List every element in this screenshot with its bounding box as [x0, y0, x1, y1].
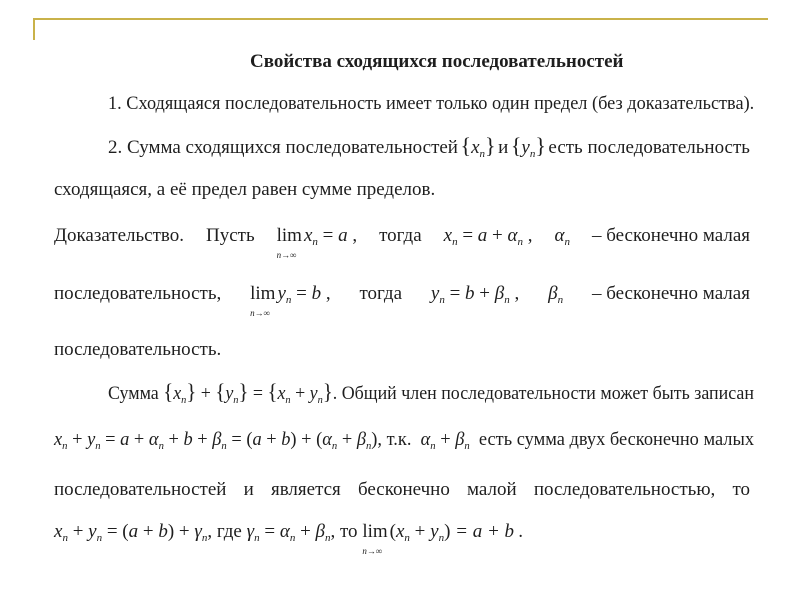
proof-line-3: последовательность. [54, 339, 222, 360]
page-title: Свойства сходящихся последовательностей [250, 51, 624, 72]
formula-beta-n: $\beta_n$ [548, 283, 564, 306]
formula-xn-expansion: $x_n = a + \alpha_n$ , [443, 225, 533, 248]
proof-line-2 [54, 282, 750, 318]
sum-formula-line [54, 428, 754, 458]
proof-label: Доказательство. [54, 225, 184, 246]
formula-alpha-plus-beta: $\alpha_n + \beta_n$ [420, 429, 470, 452]
tk-word: , т.к. [377, 429, 412, 450]
proof-then-2: тогда [359, 283, 402, 304]
slide-border-left [33, 18, 35, 40]
formula-alpha-n: $\alpha_n$ [554, 225, 570, 248]
formula-lim-yn: lim n→∞ $y_n = b$ , [250, 283, 331, 318]
proof-line-1 [54, 224, 750, 260]
proof-then-1: тогда [379, 225, 422, 246]
property-1: 1. Сходящаяся последовательность имеет только один предел (без доказательства). [108, 93, 755, 114]
sum-word: Сумма [108, 383, 159, 404]
property-2-line-1 [108, 134, 750, 166]
sum-of-two-text: есть сумма двух бесконечно малых [478, 429, 755, 450]
word-3: является [270, 479, 341, 500]
formula-xn-set: $\{x_n\}$ [460, 133, 496, 160]
formula-yn-expansion: $y_n = b + \beta_n$ , [430, 283, 520, 306]
property-2-text-a: 2. Сумма сходящихся последовательностей [108, 137, 458, 158]
formula-yn-set: $\{y_n\}$ [510, 133, 546, 160]
property-2-and: и [498, 137, 509, 158]
formula-final-lim: lim n→∞ $(x_n + y_n)$ [362, 521, 451, 556]
slide-border-top [33, 18, 768, 20]
word-4: бесконечно [357, 479, 450, 500]
proof-infinitesimal-1: – бесконечно малая [591, 225, 750, 246]
property-2-text-b: есть последовательность [548, 137, 750, 158]
formula-general-term: $x_n + y_n = a + \alpha_n + b + \beta_n = (a + b) + (\alpha_n + \beta_n)$ [54, 429, 378, 452]
formula-xn-plus-yn: $x_n + y_n = (a + b) + \gamma_n$ [54, 521, 208, 544]
word-1: последовательностей [54, 479, 227, 500]
formula-sum-sets: $\{x_n\} + \{y_n\} = \{x_n + y_n\}$ [163, 379, 333, 406]
property-2-line-2: сходящаяся, а её предел равен сумме пределов. [54, 179, 436, 200]
then-short: , то [330, 521, 358, 542]
proof-let: Пусть [206, 225, 255, 246]
final-tail: = a + b . [455, 521, 524, 542]
slide-content [54, 46, 754, 556]
word-6: последовательностью, [533, 479, 716, 500]
word-2: и [243, 479, 254, 500]
sum-rest: . Общий член последовательности может быть записан [332, 383, 754, 404]
proof-sequence-comma: последовательность, [54, 283, 222, 304]
formula-lim-xn: lim n→∞ $x_n = a$ , [276, 225, 358, 260]
final-formula-line [54, 520, 524, 556]
formula-gamma: $\gamma_n = \alpha_n + \beta_n$ [246, 521, 331, 544]
proof-infinitesimal-2: – бесконечно малая [591, 283, 750, 304]
sum-line [108, 380, 754, 412]
word-7: то [732, 479, 750, 500]
word-5: малой [467, 479, 517, 500]
where-word: , где [207, 521, 242, 542]
sequence-justified-line [54, 478, 750, 502]
